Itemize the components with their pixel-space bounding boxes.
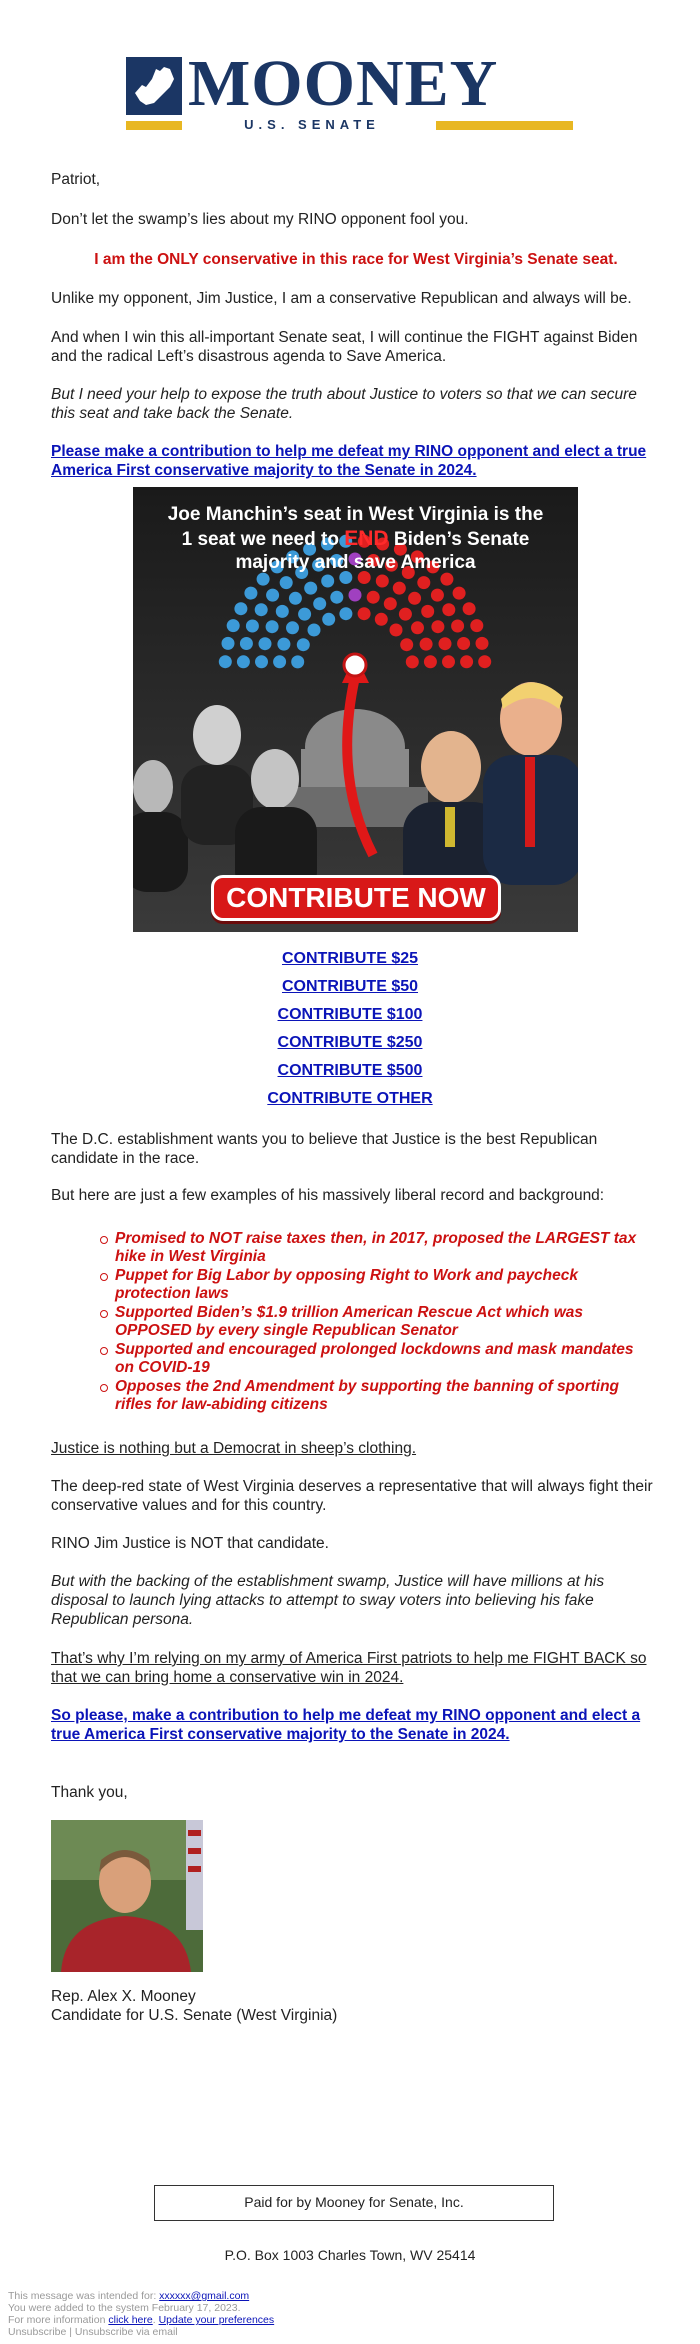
senate-seat-dot (286, 621, 299, 634)
senate-seat-dot (246, 620, 259, 633)
headline: I am the ONLY conservative in this race for West Virginia’s Senate seat. (94, 251, 618, 268)
more-info-line: For more information click here. Update your preferences (8, 2314, 275, 2326)
paid-for-disclaimer: Paid for by Mooney for Senate, Inc. (154, 2185, 554, 2221)
unsubscribe-link[interactable]: Unsubscribe | Unsubscribe via email (8, 2326, 178, 2338)
candidate-portrait (51, 1820, 203, 1972)
senate-seat-dot (399, 608, 412, 621)
senate-seat-dot (411, 621, 424, 634)
added-date-line: You were added to the system February 17, 2023. (8, 2302, 241, 2314)
senate-seat-dot (330, 591, 343, 604)
senate-seat-dot (297, 638, 310, 651)
senate-seat-dot (234, 602, 247, 615)
senate-seat-dot (273, 655, 286, 668)
senate-seat-dot (339, 607, 352, 620)
senate-seat-dot (259, 637, 272, 650)
senate-seat-dot (255, 603, 268, 616)
contribute-other-link[interactable]: CONTRIBUTE OTHER (267, 1090, 433, 1107)
senate-seat-dot (476, 637, 489, 650)
contribute-now-button[interactable]: CONTRIBUTE NOW (211, 875, 501, 921)
banner-headline-3: majority and save America (235, 552, 476, 573)
contribute-250-link[interactable]: CONTRIBUTE $250 (277, 1034, 423, 1051)
senate-seat-dot (240, 637, 253, 650)
senate-seat-dot (222, 637, 235, 650)
contribute-link-bottom[interactable]: So please, make a contribution to help me defeat my RINO opponent and elect a true America First conservative majority to the Senate in 2024. (51, 1707, 641, 1743)
senate-seat-dot (393, 582, 406, 595)
senate-seat-dot (321, 575, 334, 588)
senate-seat-dot (442, 655, 455, 668)
logo-subtitle: U.S. SENATE (244, 117, 380, 132)
senate-seat-dot (470, 619, 483, 632)
senate-seat-dot (390, 624, 403, 637)
senate-seat-dot (375, 613, 388, 626)
senate-seat-dot (463, 602, 476, 615)
senate-seat-dot (298, 608, 311, 621)
recipient-email-link[interactable]: xxxxxx@gmail.com (159, 2290, 250, 2302)
contribute-banner[interactable] (133, 487, 578, 932)
senate-seat-dot (442, 603, 455, 616)
record-list (115, 1230, 655, 1415)
senate-seat-dot (384, 597, 397, 610)
paragraph-help: But I need your help to expose the truth about Justice to voters so that we can secure this seat and take back the Senate. (51, 386, 637, 422)
senate-seat-dot (406, 655, 419, 668)
senate-seat-dot (417, 576, 430, 589)
list-item: Puppet for Big Labor by opposing Right to Work and paycheck protection laws (115, 1267, 655, 1303)
senate-seat-dot (313, 597, 326, 610)
senate-seat-dot (255, 655, 268, 668)
senate-seat-dot (244, 587, 257, 600)
contribute-25-link[interactable]: CONTRIBUTE $25 (281, 950, 419, 967)
senate-seat-dot (304, 582, 317, 595)
paragraph-examples: But here are just a few examples of his massively liberal record and background: (51, 1187, 605, 1204)
update-preferences-link[interactable]: Update your preferences (158, 2314, 275, 2326)
candidate-photo (51, 1820, 203, 1972)
list-item: Promised to NOT raise taxes then, in 2017, proposed the LARGEST tax hike in West Virginia (115, 1230, 655, 1266)
mailing-address: P.O. Box 1003 Charles Town, WV 25414 (224, 2247, 476, 2263)
senate-seat-dot (431, 620, 444, 633)
senate-seat-dot (291, 655, 304, 668)
contribute-50-link[interactable]: CONTRIBUTE $50 (281, 978, 419, 995)
senate-seat-dot (439, 637, 452, 650)
click-here-link[interactable]: click here (108, 2314, 153, 2326)
list-item: Supported and encouraged prolonged lockdowns and mask mandates on COVID-19 (115, 1341, 655, 1377)
banner-headline-2: 1 seat we need to END Biden’s Senate (181, 527, 530, 550)
logo-underline (126, 121, 182, 130)
paragraph-backing: But with the backing of the establishment swamp, Justice will have millions at his disposal to launch lying attacks to attempt to sway voters into believing his fake Republican persona. (51, 1573, 605, 1628)
list-item: Supported Biden’s $1.9 trillion American Rescue Act which was OPPOSED by every single Republican Senator (115, 1304, 655, 1340)
senate-seat-dot (424, 655, 437, 668)
logo-name: MOONEY (188, 47, 499, 120)
paragraph-swamp: Don’t let the swamp’s lies about my RINO opponent fool you. (51, 211, 469, 228)
banner-headline-1: Joe Manchin’s seat in West Virginia is the (167, 504, 544, 525)
paragraph-sheeps-clothing: Justice is nothing but a Democrat in sheep’s clothing. (51, 1440, 417, 1457)
senate-seat-dot (289, 592, 302, 605)
logo-underline-right (436, 121, 573, 130)
list-item: Opposes the 2nd Amendment by supporting the banning of sporting rifles for law-abiding citizens (115, 1378, 655, 1414)
paragraph-fight: And when I win this all-important Senate seat, I will continue the FIGHT against Biden and the radical Left’s disastrous agenda to Save America. (51, 329, 638, 365)
senate-seat-dot (276, 605, 289, 618)
contribute-link-top[interactable]: Please make a contribution to help me defeat my RINO opponent and elect a true America First conservative majority to the Senate in 2024. (51, 443, 647, 479)
senate-seat-dot (420, 638, 433, 651)
senate-seat-dot (451, 620, 464, 633)
paragraph-establishment: The D.C. establishment wants you to believe that Justice is the best Republican candidate in the race. (51, 1131, 598, 1167)
contribute-500-link[interactable]: CONTRIBUTE $500 (277, 1062, 423, 1079)
senate-seat-dot (227, 619, 240, 632)
senate-seat-dot (277, 638, 290, 651)
mooney-logo (126, 47, 573, 137)
senate-seat-dot (457, 637, 470, 650)
intended-for-line: This message was intended for: xxxxxx@gmail.com (8, 2290, 250, 2302)
senate-seat-dot (266, 620, 279, 633)
senate-seat-dot (460, 655, 473, 668)
senate-seat-dot (237, 655, 250, 668)
senate-seat-dot (322, 613, 335, 626)
paragraph-army: That’s why I’m relying on my army of America First patriots to help me FIGHT BACK so that we can bring home a conservative win in 2024. (51, 1650, 647, 1686)
senate-seat-dot (219, 655, 232, 668)
contribute-100-link[interactable]: CONTRIBUTE $100 (277, 1006, 423, 1023)
senate-seat-dot (478, 655, 491, 668)
signature-name: Rep. Alex X. Mooney (51, 1988, 196, 2005)
paragraph-not-candidate: RINO Jim Justice is NOT that candidate. (51, 1535, 329, 1552)
senate-seat-dot (349, 589, 362, 602)
senate-seat-dot (266, 589, 279, 602)
senate-seat-dot (308, 624, 321, 637)
senate-seat-dot (280, 576, 293, 589)
senate-seat-dot (408, 592, 421, 605)
signature-title: Candidate for U.S. Senate (West Virginia) (51, 2007, 338, 2024)
senate-seat-dot (376, 575, 389, 588)
senate-seat-dot (453, 587, 466, 600)
senate-seat-dot (400, 638, 413, 651)
paragraph-opponent: Unlike my opponent, Jim Justice, I am a conservative Republican and always will be. (51, 290, 632, 307)
paragraph-deep-red: The deep-red state of West Virginia deserves a representative that will always fight their conservative values and for this country. (51, 1478, 653, 1514)
senate-seat-dot (367, 591, 380, 604)
greeting: Patriot, (51, 171, 101, 188)
senate-seat-dot (358, 607, 371, 620)
senate-seat-dot (421, 605, 434, 618)
senate-seat-dot (431, 589, 444, 602)
signoff: Thank you, (51, 1784, 128, 1801)
